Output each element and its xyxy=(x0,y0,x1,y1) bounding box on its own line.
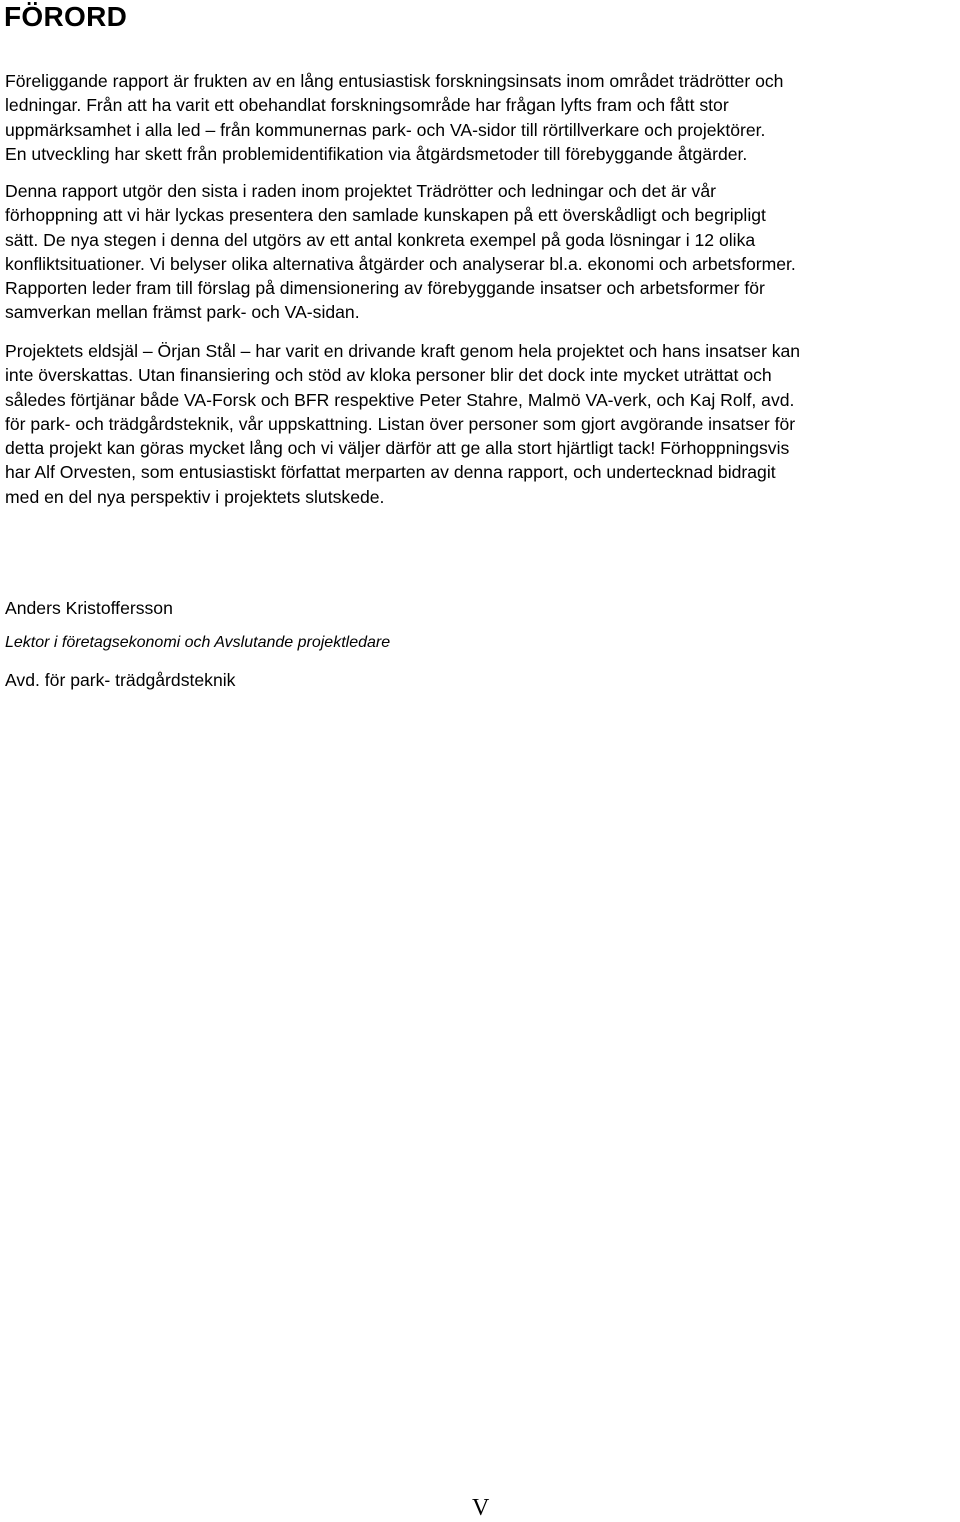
paragraph-report xyxy=(5,179,960,325)
paragraph-line: Föreliggande rapport är frukten av en lång entusiastisk forskningsinsats inom området trädrötter och xyxy=(5,71,784,91)
paragraph-line: En utveckling har skett från problemidentifikation via åtgärdsmetoder till förebyggande åtgärder. xyxy=(5,143,748,164)
paragraph-line: samverkan mellan främst park- och VA-sidan. xyxy=(5,302,360,323)
paragraph-line: för park- och trädgårdsteknik, vår uppskattning. Listan över personer som gjort avgörande insatser för xyxy=(5,413,796,434)
paragraph-line: Denna rapport utgör den sista i raden inom projektet Trädrötter och ledningar och det är vår xyxy=(5,181,716,201)
paragraph-line: inte överskattas. Utan finansiering och stöd av kloka personer blir det dock inte mycket uträttat och xyxy=(5,365,772,386)
paragraph-line: detta projekt kan göras mycket lång och vi väljer därför att ge alla stort hjärtligt tack! Förhoppningsvis xyxy=(5,438,790,459)
paragraph-line: Projektets eldsjäl – Örjan Stål – har varit en drivande kraft genom hela projektet och hans insatser kan xyxy=(5,341,801,361)
paragraph-acknowledgements xyxy=(5,339,960,509)
paragraph-line: Rapporten leder fram till förslag på dimensionering av förebyggande insatser och arbetsformer för xyxy=(5,278,765,299)
page-number: V xyxy=(472,1495,490,1521)
paragraph-line: förhoppning att vi här lyckas presentera den samlade kunskapen på ett överskådligt och begripligt xyxy=(5,205,766,226)
signature-title: Lektor i företagsekonomi och Avslutande projektledare xyxy=(5,634,391,651)
paragraph-line: således förtjänar både VA-Forsk och BFR respektive Peter Stahre, Malmö VA-verk, och Kaj Rolf, avd. xyxy=(5,389,795,410)
paragraph-intro xyxy=(5,69,960,166)
paragraph-line: ledningar. Från att ha varit ett obehandlat forskningsområde har frågan lyfts fram och fått stor xyxy=(5,95,729,116)
paragraph-line: uppmärksamhet i alla led – från kommunernas park- och VA-sidor till rörtillverkare och projektörer. xyxy=(5,119,766,140)
paragraph-line: med en del nya perspektiv i projektets slutskede. xyxy=(5,486,385,507)
signature-department: Avd. för park- trädgårdsteknik xyxy=(5,670,236,690)
page-title: FÖRORD xyxy=(4,1,128,32)
paragraph-line: konfliktsituationer. Vi belyser olika alternativa åtgärder och analyserar bl.a. ekonomi och arbetsformer. xyxy=(5,253,796,274)
signature-name: Anders Kristoffersson xyxy=(5,598,173,618)
paragraph-line: sätt. De nya stegen i denna del utgörs av ett antal konkreta exempel på goda lösningar i 12 olika xyxy=(5,229,756,250)
paragraph-line: har Alf Orvesten, som entusiastiskt författat merparten av denna rapport, och undertecknad bidragit xyxy=(5,462,776,483)
